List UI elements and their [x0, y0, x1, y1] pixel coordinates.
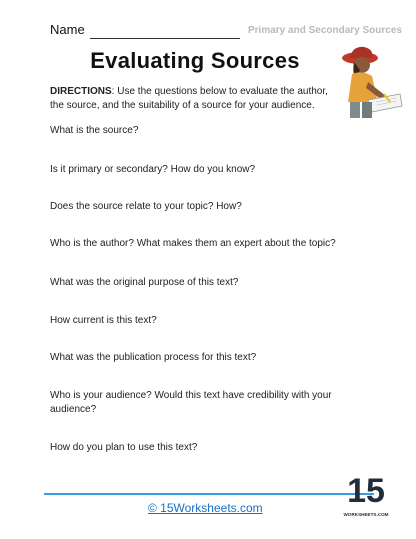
copyright-link[interactable]: © 15Worksheets.com — [148, 501, 263, 515]
logo-text: WORKSHEETS.COM — [343, 512, 389, 517]
question-9: How do you plan to use this text? — [50, 442, 198, 453]
name-write-line[interactable] — [90, 38, 240, 39]
name-row — [50, 22, 402, 40]
directions-text: : Use the questions below to evaluate the author, the source, and the suitability of a source for your audience. — [50, 86, 328, 111]
footer-divider — [44, 493, 374, 495]
question-3: Does the source relate to your topic? How? — [50, 201, 242, 212]
question-6: How current is this text? — [50, 315, 157, 326]
worksheet-title: Evaluating Sources — [90, 48, 300, 73]
question-4: Who is the author? What makes them an expert about the topic? — [50, 238, 336, 249]
question-2: Is it primary or secondary? How do you know? — [50, 164, 256, 175]
question-5: What was the original purpose of this text? — [50, 277, 239, 288]
directions-label: DIRECTIONS — [50, 86, 112, 97]
15worksheets-logo — [343, 466, 389, 524]
subject-label: Primary and Secondary Sources — [248, 25, 402, 36]
logo-number: 15 — [347, 472, 385, 510]
question-8: Who is your audience? Would this text have credibility with your audience? — [50, 390, 332, 415]
name-label: Name — [50, 22, 85, 37]
question-7: What was the publication process for this text? — [50, 352, 257, 363]
student-writing-illustration — [338, 44, 402, 124]
question-1: What is the source? — [50, 125, 139, 136]
directions — [50, 85, 340, 113]
